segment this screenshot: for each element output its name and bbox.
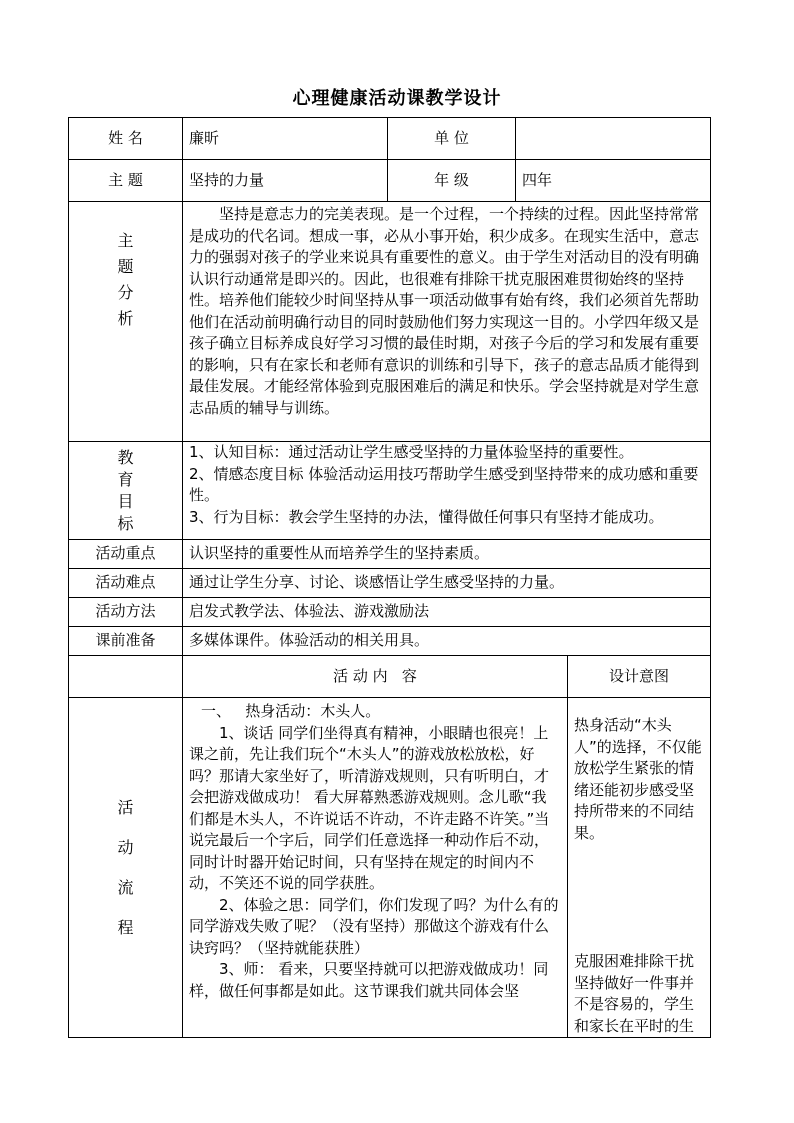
flow-paragraph: 3、师： 看来，只要坚持就可以把游戏做成功！同样，做任何事都是如此。这节课我们就共同体会坚 xyxy=(189,960,549,1000)
method-value: 启发式教学法、体验法、游戏激励法 xyxy=(183,598,711,627)
lesson-plan-table xyxy=(68,117,711,1038)
topic-value: 坚持的力量 xyxy=(183,160,388,202)
flow-intent xyxy=(568,698,711,1038)
intent-note: 热身活动“木头人”的选择，不仅能放松学生紧张的情绪还能初步感受坚持所带来的不同结果。 xyxy=(574,716,702,842)
topic-label: 主 题 xyxy=(69,160,183,202)
content-header: 活 动 内 容 xyxy=(183,656,568,698)
method-row xyxy=(69,598,711,627)
analysis-row xyxy=(69,202,711,442)
document-title: 心理健康活动课教学设计 xyxy=(292,88,502,109)
difficulty-value: 通过让学生分享、讨论、谈感悟让学生感受坚持的力量。 xyxy=(183,569,711,598)
flow-label: 活 动 流 程 xyxy=(69,698,183,1038)
goal-item: 2、情感态度目标 体验活动运用技巧帮助学生感受到坚持带来的成功感和重要性。 xyxy=(189,464,699,504)
name-label: 姓 名 xyxy=(69,118,183,160)
key-point-label: 活动重点 xyxy=(69,540,183,569)
difficulty-label: 活动难点 xyxy=(69,569,183,598)
analysis-text: 坚持是意志力的完美表现。是一个过程，一个持续的过程。因此坚持常常是成功的代名词。想成一事，必从小事开始，积少成多。在现实生活中，意志力的强弱对孩子的学业来说具有重要性的意义。由于学生对活动目的没有明确认识行动通常是即兴的。因此，也很难有排除干扰克服困难贯彻始终的坚持性。培养他们能较少时间坚持从事一项活动做事有始有终，我们必须首先帮助他们在活动前明确行动目的同时鼓励他们努力实现这一目的。小学四年级又是孩子确立目标养成良好学习习惯的最佳时期，对孩子今后的学习和发展有重要的影响，只有在家长和老师有意识的训练和引导下，孩子的意志品质才能得到最佳发展。才能经常体验到克服困难后的满足和快乐。学会坚持就是对学生意志品质的辅导与训练。 xyxy=(183,202,711,442)
key-point-value: 认识坚持的重要性从而培养学生的坚持素质。 xyxy=(183,540,711,569)
prep-value: 多媒体课件。体验活动的相关用具。 xyxy=(183,627,711,656)
goals-row xyxy=(69,442,711,540)
grade-value: 四年 xyxy=(516,160,711,202)
section-heading: 一、 热身活动：木头人。 xyxy=(201,702,381,720)
prep-label: 课前准备 xyxy=(69,627,183,656)
flow-header-empty xyxy=(69,656,183,698)
topic-row xyxy=(69,160,711,202)
goal-item: 3、行为目标：教会学生坚持的办法，懂得做任何事只有坚持才能成功。 xyxy=(189,507,664,526)
flow-paragraph: 1、谈话 同学们坐得真有精神，小眼睛也很亮！上课之前，先让我们玩个“木头人”的游戏放松放松，好吗？那请大家坐好了，听清游戏规则，只有听明白，才会把游戏做成功！ 看大屏幕熟悉游戏规则。念儿歌“我们都是木头人，不许说话不许动，不许走路不许笑。”当说完最后一个字后，同学们任意选择一种动作后不动，同时计时器开始记时间，只有坚持在规定的时间内不动，不笑还不说的同学获胜。 xyxy=(189,723,550,892)
flow-header-row xyxy=(69,656,711,698)
name-value: 廉昕 xyxy=(183,118,388,160)
analysis-label: 主 题 分 析 xyxy=(69,202,183,442)
intent-header: 设计意图 xyxy=(568,656,711,698)
difficulty-row xyxy=(69,569,711,598)
flow-paragraph: 2、体验之思：同学们，你们发现了吗？为什么有的同学游戏失败了呢？（没有坚持）那做这个游戏有什么诀窍吗？（坚持就能获胜） xyxy=(189,895,559,957)
goal-item: 1、认知目标：通过活动让学生感受坚持的力量体验坚持的重要性。 xyxy=(189,443,634,461)
goals-label: 教 育 目 标 xyxy=(69,442,183,540)
key-point-row xyxy=(69,540,711,569)
flow-content xyxy=(183,698,568,1038)
prep-row xyxy=(69,627,711,656)
intent-note: 克服困难排除干扰坚持做好一件事并不是容易的，学生和家长在平时的生 xyxy=(574,952,695,1035)
flow-row xyxy=(69,698,711,1038)
method-label: 活动方法 xyxy=(69,598,183,627)
goals-text xyxy=(183,442,711,540)
unit-label: 单 位 xyxy=(388,118,516,160)
name-row xyxy=(69,118,711,160)
grade-label: 年 级 xyxy=(388,160,516,202)
unit-value xyxy=(516,118,711,160)
